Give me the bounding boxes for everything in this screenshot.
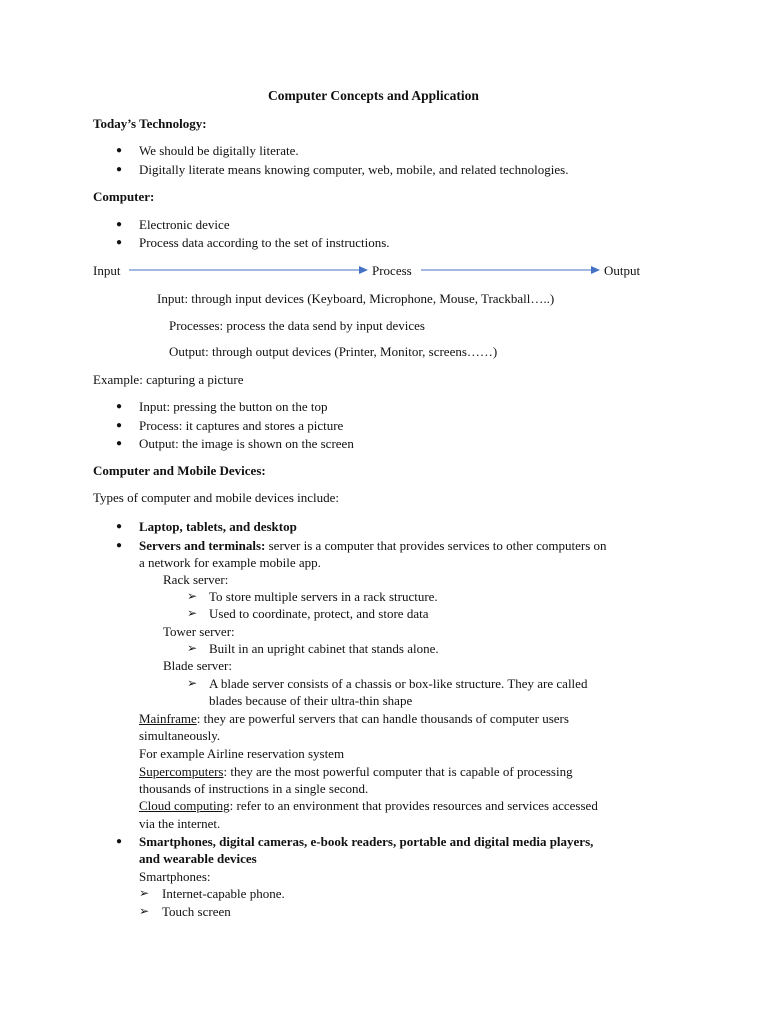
arrowhead-bullet-icon: ➢ — [187, 589, 198, 603]
arrow-input-to-process-icon — [129, 266, 368, 274]
cloud-computing-definition-cont: via the internet. — [139, 816, 221, 831]
servers-definition: server is a computer that provides services to other computers on — [265, 538, 607, 553]
flow-process-label: Process — [372, 263, 412, 278]
flow-output-label: Output — [604, 263, 641, 278]
tower-server-label: Tower server: — [163, 624, 235, 639]
cloud-computing-line — [139, 797, 598, 814]
devices-item-servers — [139, 537, 607, 554]
supercomputers-definition-cont: thousands of instructions in a single second. — [139, 781, 369, 796]
rack-server-point: Used to coordinate, protect, and store data — [209, 606, 429, 621]
bullet-dot-icon: ● — [116, 836, 123, 847]
supercomputers-term: Supercomputers — [139, 764, 224, 779]
bullet-dot-icon: ● — [116, 521, 123, 532]
cloud-computing-term: Cloud computing — [139, 798, 230, 813]
ipo-process-line: Processes: process the data send by input devices — [169, 318, 425, 333]
today-bullet: We should be digitally literate. — [139, 143, 299, 158]
supercomputers-definition: : they are the most powerful computer that is capable of processing — [223, 764, 573, 779]
arrowhead-bullet-icon: ➢ — [139, 904, 150, 918]
mainframe-term: Mainframe — [139, 711, 197, 726]
rack-server-label: Rack server: — [163, 572, 229, 587]
devices-heading: Computer and Mobile Devices: — [93, 463, 266, 478]
servers-term: Servers and terminals: — [139, 538, 266, 553]
arrow-process-to-output-icon — [421, 266, 600, 274]
example-bullet: Input: pressing the button on the top — [139, 399, 328, 414]
devices-item-laptops: Laptop, tablets, and desktop — [139, 519, 297, 534]
ipo-output-line: Output: through output devices (Printer, Monitor, screens……) — [169, 344, 498, 359]
devices-item-smartphones-cont: and wearable devices — [139, 851, 257, 866]
bullet-dot-icon: ● — [116, 540, 123, 551]
example-bullet: Output: the image is shown on the screen — [139, 436, 354, 451]
mainframe-definition-cont: simultaneously. — [139, 728, 221, 743]
document-title: Computer Concepts and Application — [268, 88, 479, 103]
devices-intro: Types of computer and mobile devices include: — [93, 490, 340, 505]
bullet-dot-icon: ● — [116, 145, 123, 156]
arrowhead-bullet-icon: ➢ — [139, 886, 150, 900]
computer-bullet: Process data according to the set of instructions. — [139, 235, 390, 250]
today-bullet: Digitally literate means knowing computer, web, mobile, and related technologies. — [139, 162, 569, 177]
bullet-dot-icon: ● — [116, 438, 123, 449]
devices-item-smartphones: Smartphones, digital cameras, e-book readers, portable and digital media players, — [139, 834, 594, 849]
bullet-dot-icon: ● — [116, 420, 123, 431]
blade-server-point: A blade server consists of a chassis or box-like structure. They are called — [209, 676, 588, 691]
servers-definition-cont: a network for example mobile app. — [139, 555, 321, 570]
smartphones-label: Smartphones: — [139, 869, 211, 884]
mainframe-example: For example Airline reservation system — [139, 746, 345, 761]
mainframe-line — [139, 710, 569, 727]
bullet-dot-icon: ● — [116, 237, 123, 248]
today-heading: Today’s Technology: — [93, 116, 207, 131]
supercomputers-line — [139, 763, 573, 780]
arrowhead-bullet-icon: ➢ — [187, 676, 198, 690]
computer-bullet: Electronic device — [139, 217, 230, 232]
smartphones-point: Internet-capable phone. — [162, 886, 285, 901]
blade-server-label: Blade server: — [163, 658, 232, 673]
example-line: Example: capturing a picture — [93, 372, 244, 387]
cloud-computing-definition: : refer to an environment that provides resources and services accessed — [229, 798, 598, 813]
smartphones-point: Touch screen — [162, 904, 231, 919]
bullet-dot-icon: ● — [116, 219, 123, 230]
bullet-dot-icon: ● — [116, 401, 123, 412]
example-bullet: Process: it captures and stores a picture — [139, 418, 344, 433]
blade-server-point-cont: blades because of their ultra-thin shape — [209, 693, 413, 708]
arrowhead-bullet-icon: ➢ — [187, 641, 198, 655]
arrowhead-bullet-icon: ➢ — [187, 606, 198, 620]
computer-heading: Computer: — [93, 189, 155, 204]
rack-server-point: To store multiple servers in a rack structure. — [209, 589, 438, 604]
ipo-input-line: Input: through input devices (Keyboard, Microphone, Mouse, Trackball…..) — [157, 291, 555, 306]
mainframe-definition: : they are powerful servers that can handle thousands of computer users — [196, 711, 569, 726]
tower-server-point: Built in an upright cabinet that stands alone. — [209, 641, 439, 656]
flow-input-label: Input — [93, 263, 121, 278]
bullet-dot-icon: ● — [116, 164, 123, 175]
